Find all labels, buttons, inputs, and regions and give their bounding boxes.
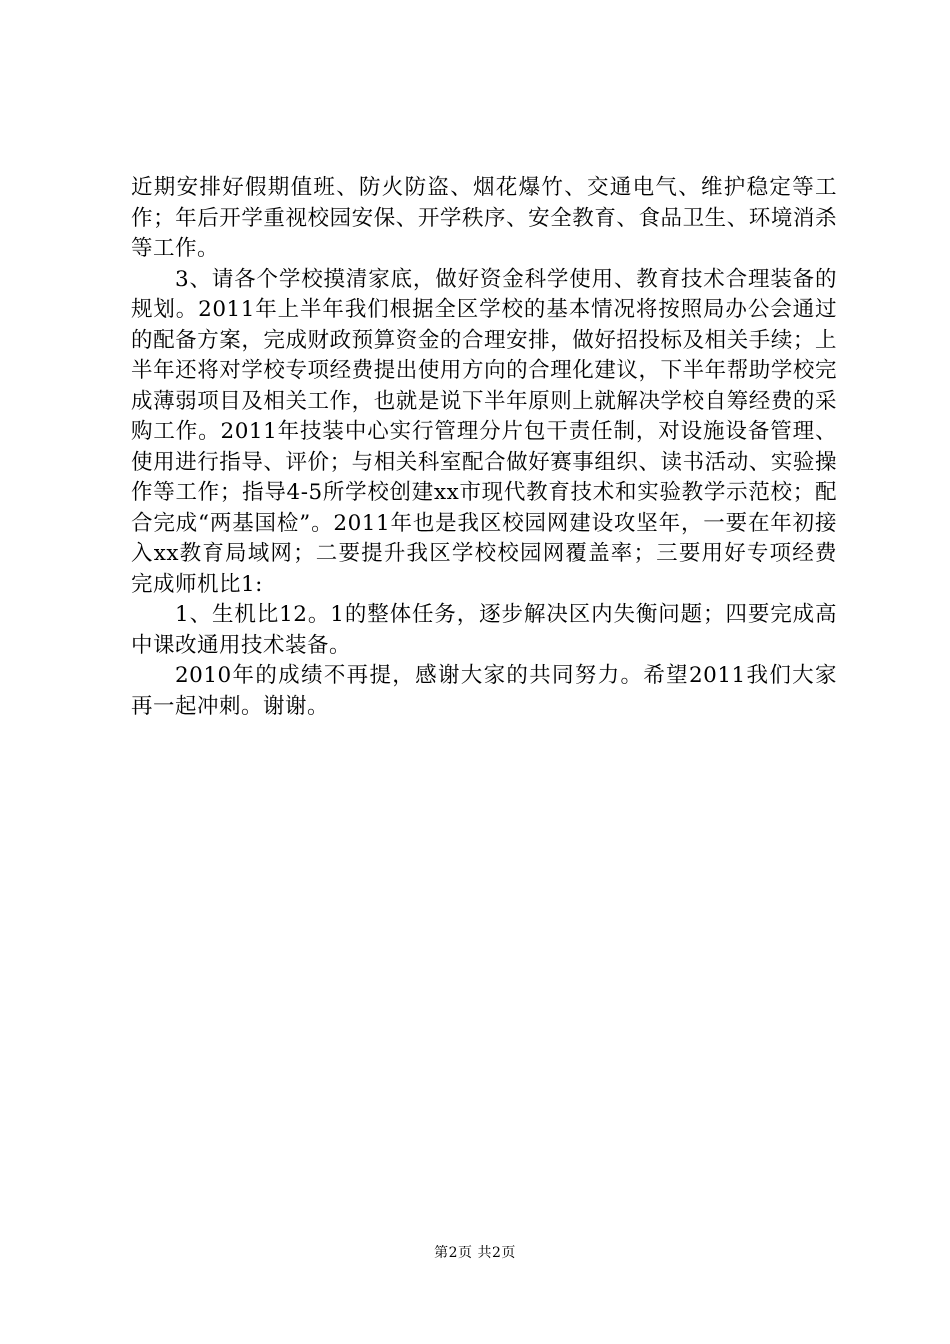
paragraph-item-1: 1、生机比12。1的整体任务，逐步解决区内失衡问题；四要完成高中课改通用技术装备。 (131, 602, 837, 658)
paragraph-item-3: 3、请各个学校摸清家底，做好资金科学使用、教育技术合理装备的规划。2011年上半年我们根据全区学校的基本情况将按照局办公会通过的配备方案，完成财政预算资金的合理安排，做好招投标及相关手续；上半年还将对学校专项经费提出使用方向的合理化建议，下半年帮助学校完成薄弱项目及相关工作，也就是说下半年原则上就解决学校自筹经费的采购工作。2011年技装中心实行管理分片包干责任制，对设施设备管理、使用进行指导、评价；与相关科室配合做好赛事组织、读书活动、实验操作等工作；指导4-5所学校创建xx市现代教育技术和实验教学示范校；配合完成“两基国检”。2011年也是我区校园网建设攻坚年，一要在年初接入xx教育局域网；二要提升我区学校校园网覆盖率；三要用好专项经费完成师机比1: (131, 266, 837, 597)
paragraph-closing: 2010年的成绩不再提，感谢大家的共同努力。希望2011我们大家再一起冲刺。谢谢。 (131, 663, 837, 719)
page-footer: 第2页 共2页 (434, 1245, 516, 1261)
paragraph-continuation: 近期安排好假期值班、防火防盗、烟花爆竹、交通电气、维护稳定等工作；年后开学重视校园安保、开学秩序、安全教育、食品卫生、环境消杀等工作。 (131, 175, 837, 261)
document-body (131, 173, 837, 722)
